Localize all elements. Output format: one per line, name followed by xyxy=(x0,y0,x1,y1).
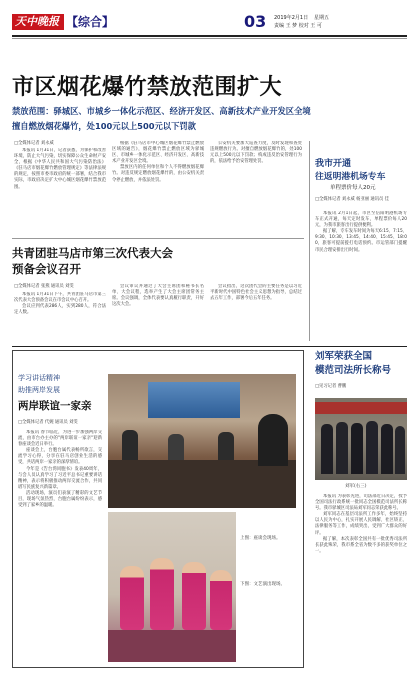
photo-person xyxy=(168,434,184,460)
feature-paragraph: 本报讯 春节临近，为进一步加强两岸交流，由市台办主办的"两岸联谊一家亲"迎新春座谈会近日举行。 xyxy=(18,430,102,448)
award-headline: 刘军荣获全国 xyxy=(315,351,373,362)
masthead-rule-thin xyxy=(12,38,407,39)
feature-column-1 xyxy=(18,430,102,662)
lead-paragraph: 根据《驻马店市中心城区烟花爆竹禁止燃放区域的通告》，烟花爆竹禁止燃放区域为驿城区、市城乡一体化示范区、经济开发区、高新技术产业开发区全境。 xyxy=(112,141,204,165)
photo-dancer xyxy=(120,566,144,630)
issue-weekday: 星期五 xyxy=(314,15,330,21)
photo-table xyxy=(108,460,296,508)
award-paragraph: 据了解，本次表彰全国共有一批优秀司法所长获此殊荣，我市系全省为数不多的获奖单位之一。 xyxy=(315,536,407,554)
meeting-paragraph: 会议指出，这次团代会的主要任务是以习近平新时代中国特色社会主义思想为指导，总结过去五年工作，部署今后五年任务。 xyxy=(210,284,302,302)
shuttle-paragraph: 据了解，专车发车时间为每天6:15、7:15、9:30、10:30、13:45、14:40、15:45、18:00，旅客可提前拨打电话预约。市运管部门提醒市民合理安排出行时间。 xyxy=(315,229,407,253)
section-rule-bold xyxy=(12,346,407,347)
photo-dancer xyxy=(182,562,206,630)
feature-photo-top xyxy=(108,374,296,508)
caption-bottom: 下图：文艺演出现场。 xyxy=(240,582,285,587)
meeting-paragraph: 会议审议并通过了大会主席团和秘书长名单、大会议程，选举产生了大会主席团常务主席。会议强调，全体代表要认真履行职责，开好这次大会。 xyxy=(112,284,204,308)
section-label: 【综合】 xyxy=(66,15,115,29)
meeting-paragraph: 本报讯 1月31日下午，共青团驻马店市第三次代表大会预备会议在市会议中心召开。 xyxy=(14,292,106,304)
feature-kicker-1: 学习讲话精神 xyxy=(18,374,60,382)
lead-paragraph: 禁放区内的任何单位和个人不得燃放烟花爆竹。对违反规定燃放烟花爆竹的，由公安机关责令停止燃放，并依法处罚。 xyxy=(112,165,204,183)
section-rule xyxy=(12,238,304,239)
column-divider xyxy=(309,141,310,341)
shuttle-subhead: 单程票价每人20元 xyxy=(330,185,376,191)
feature-photo-bottom xyxy=(108,512,236,662)
lead-column-2 xyxy=(112,141,204,234)
meeting-column-2 xyxy=(112,284,204,342)
paper-name: 天中晚报 xyxy=(15,15,59,28)
meeting-headline-2: 预备会议召开 xyxy=(12,262,81,276)
photo-person xyxy=(122,430,138,460)
page-number: 03 xyxy=(244,12,267,31)
award-photo xyxy=(315,398,407,480)
meeting-byline: □全媒体记者 张燕 通讯员 刘雯 xyxy=(14,284,74,289)
photo-person xyxy=(395,426,405,474)
photo-person xyxy=(336,422,348,474)
editor-line: 责编 王 梦 校对 王 可 xyxy=(274,23,322,29)
masthead-logo xyxy=(12,14,64,30)
photo-person xyxy=(366,421,378,474)
feature-headline: 两岸联谊一家亲 xyxy=(18,400,92,412)
meeting-headline: 共青团驻马店市第三次代表大会 xyxy=(12,246,173,260)
photo-person xyxy=(381,424,393,474)
photo-backdrop-screen xyxy=(148,382,240,418)
lead-byline: □全媒体记者 刘永威 xyxy=(14,141,54,146)
shuttle-body xyxy=(315,211,407,333)
photo-dancer xyxy=(210,570,232,630)
feature-paragraph: 座谈会上，台胞台属代表畅所欲言，交流学习心得，分享在驻马店创业生活的感受，共话两岸一家亲的深厚情谊。 xyxy=(18,448,102,466)
shuttle-headline: 我市开通 xyxy=(315,159,352,169)
photo-person xyxy=(351,423,363,474)
meeting-column-1 xyxy=(14,292,106,342)
award-headline-2: 模范司法所长称号 xyxy=(315,365,392,376)
lead-paragraph: 本报讯 1月31日，记者获悉，为保护和改善环境，防止大气污染，切实保障公众生命财产安全，根据《中华人民共和国大气污染防治法》《驻马店市烟花爆竹燃放管理规定》等法律法规的规定，按照市委市政府的统一部署，结合我市实际，市政府决定扩大中心城区烟花爆竹禁放范围。 xyxy=(14,148,106,190)
photo-dancer xyxy=(150,558,174,630)
lead-paragraph: 公安机关要加大巡查力度，及时发现和查处违规燃放行为。对擅自燃放烟花爆竹的，处100元以上500元以下罚款；构成违反治安管理行为的，依法给予治安管理处罚。 xyxy=(210,141,302,165)
photo-person xyxy=(258,414,288,466)
lead-column-3 xyxy=(210,141,302,234)
feature-paragraph: 活动现场，演员们表演了精彩的文艺节目，现场气氛热烈，台胞台属纷纷表示，感受到了家乡的温暖。 xyxy=(18,490,102,509)
photo-person xyxy=(321,424,333,474)
feature-paragraph: 今年是《告台湾同胞书》发表40周年，与会人员认真学习了习近平总书记重要讲话精神，表示将积极推动两岸交流合作，共同谱写民族复兴新篇章。 xyxy=(18,466,102,490)
lead-headline: 市区烟花爆竹禁放范围扩大 xyxy=(12,75,283,100)
meeting-paragraph: 会议应到代表286人，实到280人，符合法定人数。 xyxy=(14,304,106,316)
award-byline: □见习记者 曹鹏 xyxy=(315,384,347,389)
award-paragraph: 刘军同志在基层司法所工作多年，始终坚持以人民为中心，扎实开展人民调解、社区矫正、法律服务等工作，成绩突出，受到广大群众的好评。 xyxy=(315,512,407,536)
lead-subhead-2: 擅自燃放烟花爆竹，处100元以上500元以下罚款 xyxy=(12,121,196,131)
issue-date: 2019年2月1日 xyxy=(274,15,309,21)
lead-subhead-1: 禁放范围：驿城区、市城乡一体化示范区、经济开发区、高新技术产业开发区全境 xyxy=(12,106,311,116)
meeting-column-3 xyxy=(210,284,302,342)
photo-person xyxy=(218,432,234,460)
award-photo-caption: 刘军(右三) xyxy=(345,484,367,489)
masthead-rule xyxy=(12,35,407,37)
award-body xyxy=(315,494,407,666)
award-paragraph: 本报讯 为表彰先进，司法部近日决定，授予全国司法行政系统一批同志全国模范司法所长称号。我市驿城区司法局刘军同志荣获此称号。 xyxy=(315,494,407,512)
shuttle-byline: □全媒体记者 刘永威 杨亚丽 通讯员 佳 xyxy=(315,197,389,202)
lead-column-1 xyxy=(14,148,106,234)
feature-byline: □全媒体记者 代婉 通讯员 刘雯 xyxy=(18,420,78,425)
shuttle-paragraph: 本报讯 2月1日起，市区至信阳明港机场专车正式开通，每天定时发车，单程票价每人20元，为我市旅客出行提供便利。 xyxy=(315,211,407,229)
caption-top: 上图：座谈会现场。 xyxy=(240,536,281,541)
shuttle-headline-2: 往返明港机场专车 xyxy=(315,172,386,182)
photo-stage-floor xyxy=(108,630,236,662)
feature-kicker-2: 助推两岸发展 xyxy=(18,386,60,394)
masthead xyxy=(12,12,407,34)
photo-banner xyxy=(315,402,407,414)
